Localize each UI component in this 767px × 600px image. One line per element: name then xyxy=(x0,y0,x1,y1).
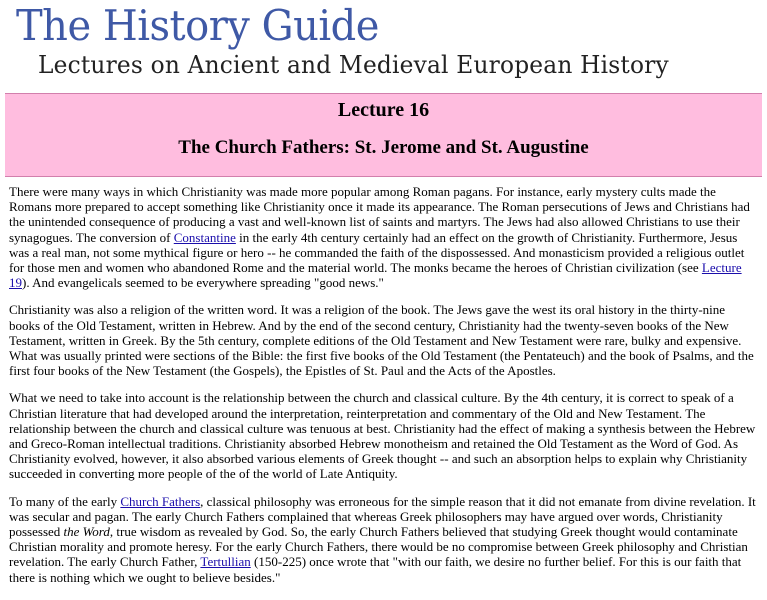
constantine-link[interactable]: Constantine xyxy=(173,229,236,245)
church-fathers-link[interactable]: Church Fathers xyxy=(120,493,201,509)
paragraph-text: (150-225) once wrote that "with our faith, we desire no further belief. For this is our faith that there is nothing which we ought to believe besides." xyxy=(9,554,742,585)
lecture-header xyxy=(5,93,762,177)
paragraph-text: There were many ways in which Christianity was made more popular among Roman pagans. For instance, early mystery cults made the Romans more prepared to accept something like Christianity once it made its appearance. The Roman persecutions of Jews and Christians had the unintended consequence of producing a vast and well-known list of saints and martyrs. The Jews had also allowed Christians to use their synagogues. The conversion of xyxy=(9,184,750,245)
paragraph xyxy=(9,390,759,481)
site-logo-subtitle: Lectures on Ancient and Medieval European History xyxy=(38,51,669,79)
paragraph-text: To many of the early xyxy=(9,493,121,509)
lecture-title: The Church Fathers: St. Jerome and St. Augustine xyxy=(178,137,589,158)
lecture-body xyxy=(9,184,759,597)
paragraph-text: Christianity was also a religion of the written word. It was a religion of the book. The Jews gave the west its oral history in the thirty-nine books of the Old Testament, written in Hebrew. And by the end of the second century, Christianity had the twenty-seven books of the New Testament, written in Greek. By the 5th century, complete editions of the Old Testament and New Testament were rare, bulky and expensive. What was usually printed were sections of the Bible: the first five books of the Old Testament (the Pentateuch) and the book of Psalms, and the first four books of the New Testament (the Gospels), the Epistles of St. Paul and the Acts of the Apostles. xyxy=(9,302,754,379)
emphasis-text: the Word xyxy=(63,524,110,540)
site-logo-title: The History Guide xyxy=(16,2,379,51)
tertullian-link[interactable]: Tertullian xyxy=(200,554,251,570)
paragraph-text: in the early 4th century certainly had an effect on the growth of Christianity. Furthermore, Jesus was a real man, not some mythical figure or hero -- he commanded the faith of the dispossessed. And monasticism provided a religious outlet for those men and women who abandoned Rome and the material world. The monks became the heroes of Christian civilization (see xyxy=(9,229,745,276)
paragraph-text: , true wisdom as revealed by God. So, the early Church Fathers believed that studying Greek thought would contaminate Christian morality and promote heresy. For the early Church Fathers, there would be no compromise between Greek philosophy and Christian revelation. The early Church Father, xyxy=(9,524,748,570)
paragraph-text: , classical philosophy was erroneous for the simple reason that it did not emanate from divine revelation. It was secular and pagan. The early Church Fathers complained that whereas Greek philosophers may have argued over words, Christianity possessed xyxy=(9,493,756,540)
lecture-number: Lecture 16 xyxy=(337,99,430,121)
paragraph-text: What we need to take into account is the relationship between the church and classical culture. By the 4th century, it is correct to speak of a Christian literature that had developed around the interpretation, reinterpretation and commentary of the Old and New Testament. The relationship between the church and classical culture was tenuous at best. Christianity had the effect of making a synthesis between the Hebrew and Greco-Roman intellectual traditions. Christianity absorbed Hebrew monotheism and retained the Old Testament as the Word of God. As Christianity evolved, however, it also absorbed various elements of Greek thought -- and such an absorption helps to explain why Christianity succeeded in converting more people of the of the world of Late Antiquity. xyxy=(9,390,756,482)
lecture-19-link[interactable]: Lecture 19 xyxy=(9,260,742,291)
paragraph-text: ). And evangelicals seemed to be everywhere spreading "good news." xyxy=(22,275,384,291)
paragraph xyxy=(9,184,759,290)
paragraph xyxy=(9,302,759,378)
masthead xyxy=(0,0,767,90)
paragraph xyxy=(9,494,759,585)
